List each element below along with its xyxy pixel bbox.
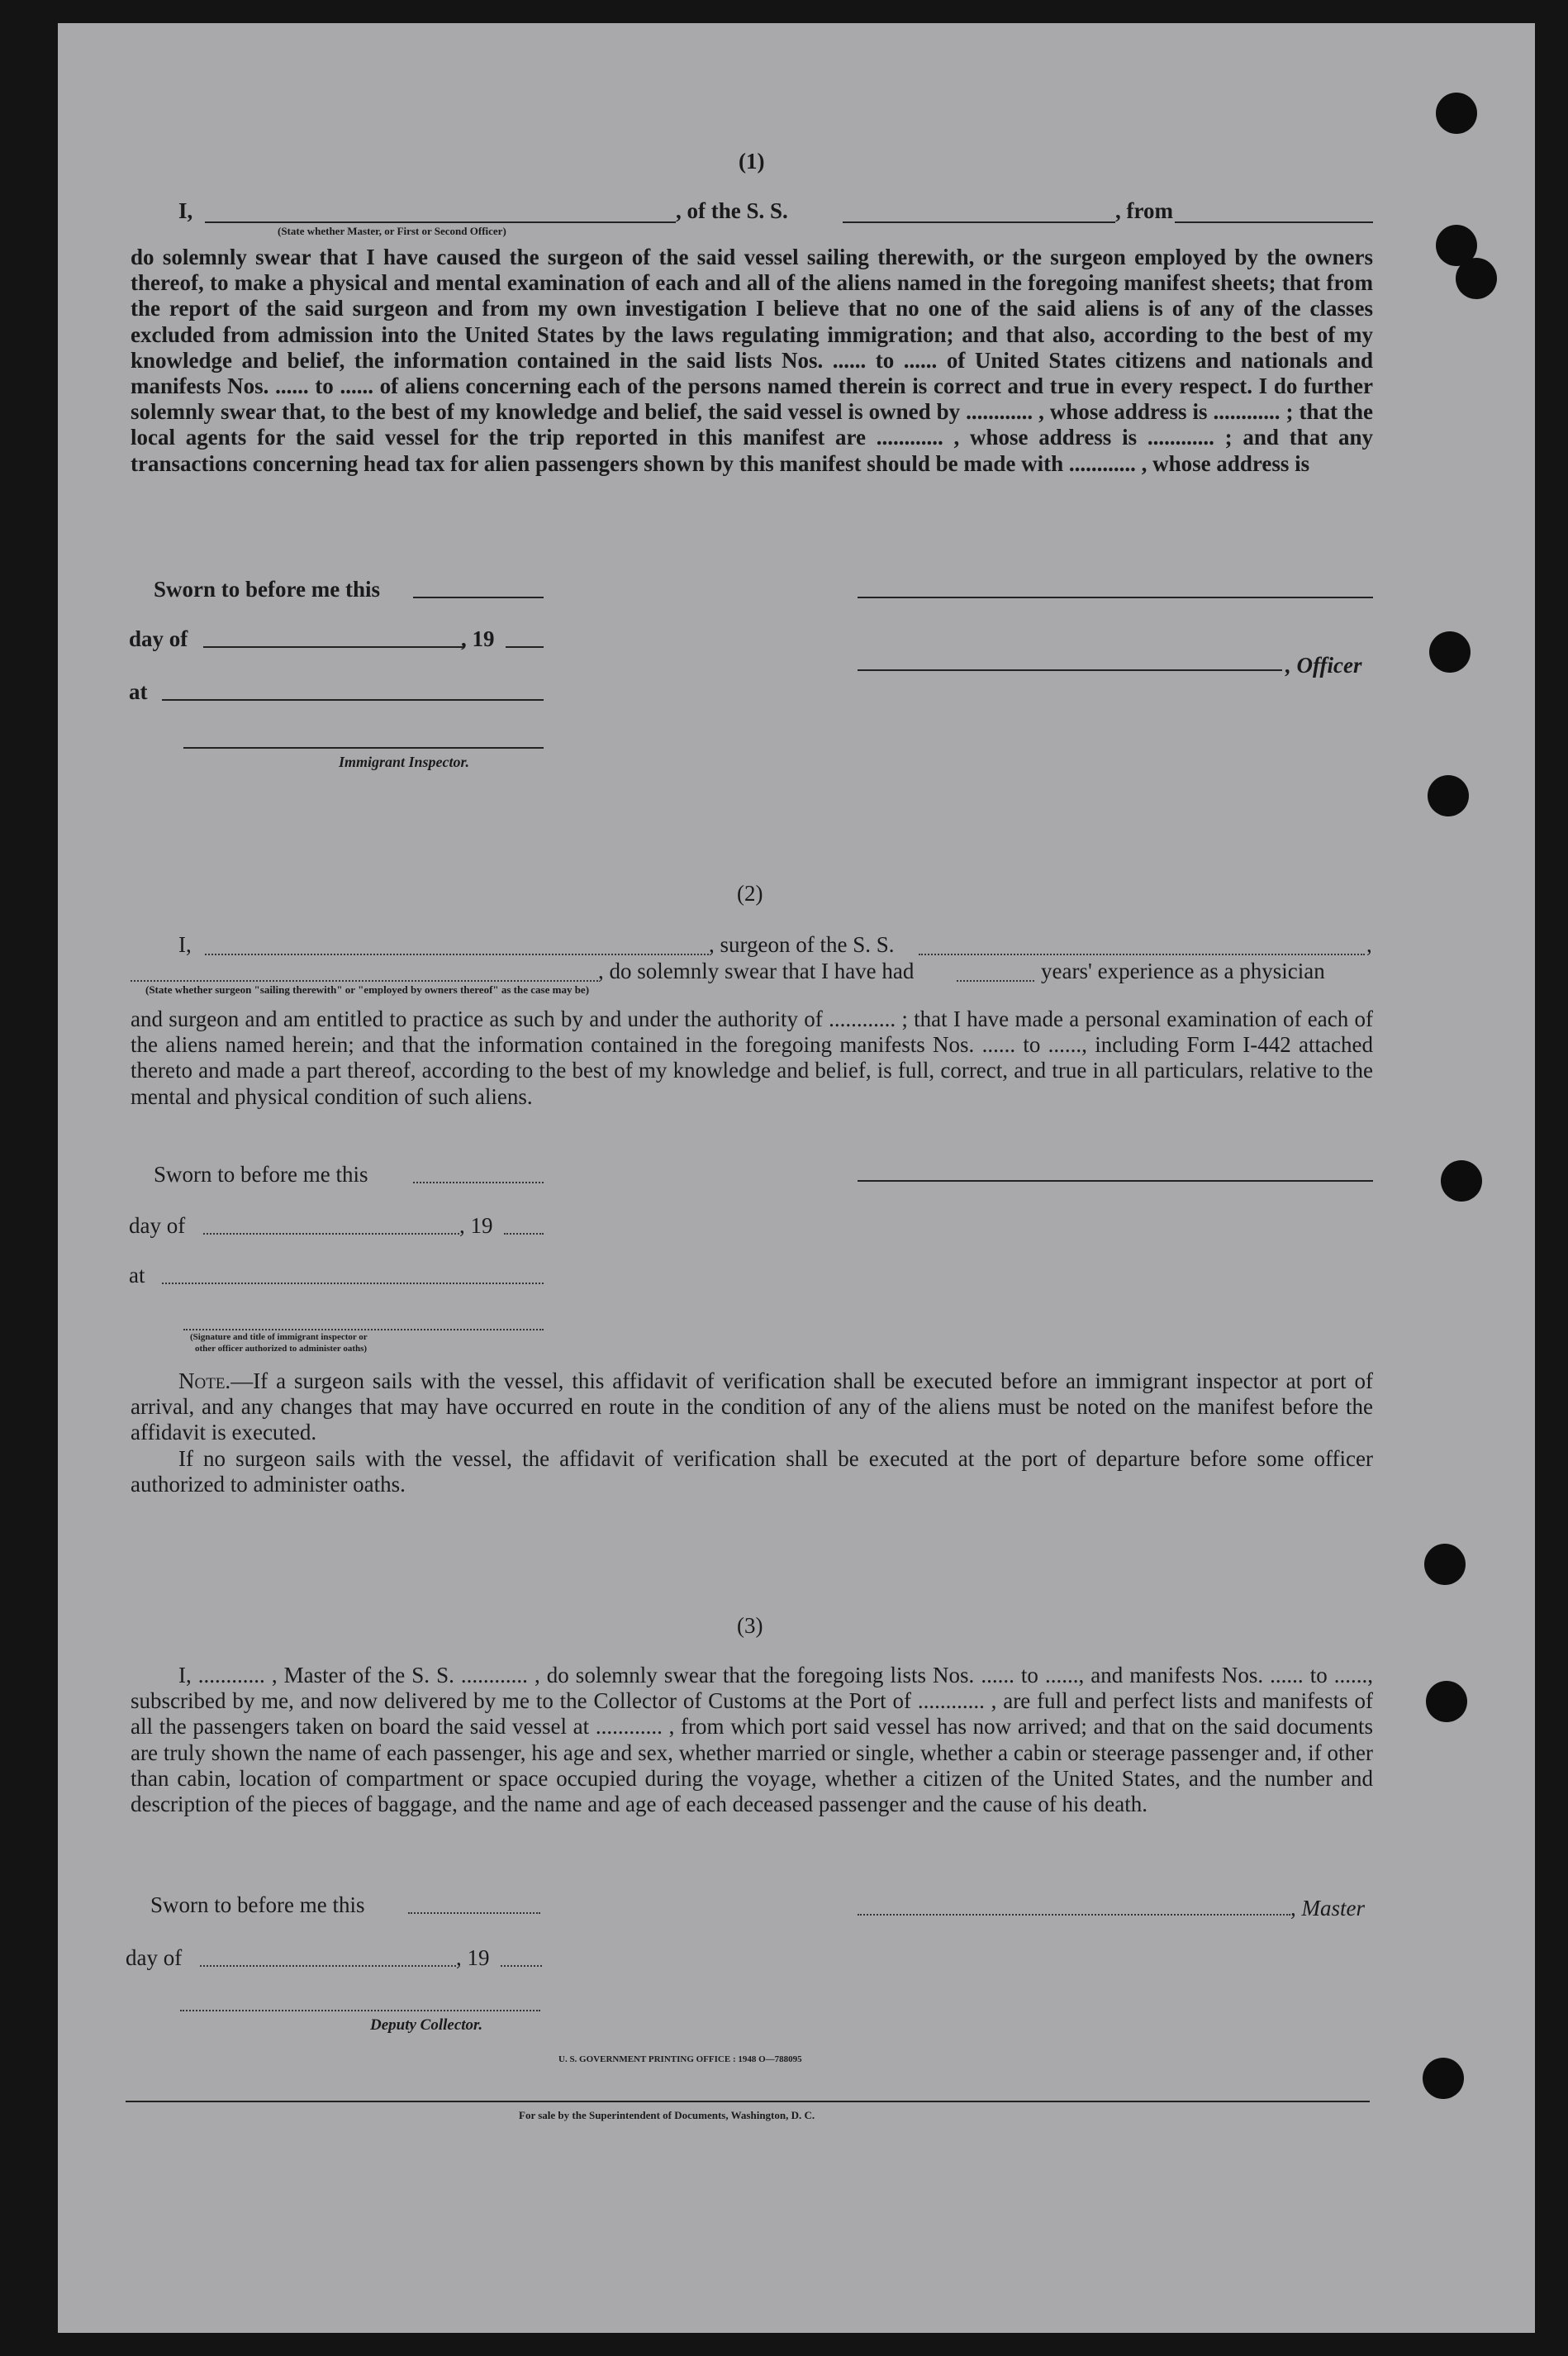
day-of-label-1: day of (129, 626, 188, 651)
oath-start: I, (178, 198, 193, 223)
vessel-line-2 (919, 954, 1365, 955)
at-label-2: at (129, 1263, 145, 1287)
deputy-line (180, 2010, 540, 2011)
trailing-comma: , (1366, 932, 1372, 957)
section-2-body: and surgeon and am entitled to practice as such by and under the authority of ............ ; that I have made a personal examination of each of the aliens named herein; and that the information contained in the foregoing manifests Nos. ...... to ......, including Form I-442 attached thereto and made a part thereof, according to the best of my knowledge and belief, is full, correct, and true in all particulars, relative to the mental and physical condition of such aliens. (131, 1007, 1373, 1109)
sworn-date-line-1 (413, 597, 544, 598)
for-sale-note: For sale by the Superintendent of Documents, Washington, D. C. (519, 2109, 815, 2121)
surgeon-of-label: , surgeon of the S. S. (709, 932, 895, 957)
punch-hole (1436, 93, 1477, 134)
surgeon-type-line (131, 980, 598, 982)
note-label: Note. (178, 1368, 231, 1393)
sworn-date-line-2 (413, 1182, 544, 1183)
punch-hole (1429, 631, 1471, 673)
punch-hole (1456, 258, 1497, 299)
punch-hole (1441, 1160, 1482, 1202)
note-paragraph-2: If no surgeon sails with the vessel, the affidavit of verification shall be executed at the port of departure before some officer authorized to administer oaths. (131, 1446, 1373, 1497)
years-line (957, 980, 1034, 982)
year-line-2 (504, 1233, 544, 1235)
signature-title-line (183, 1329, 544, 1330)
at-line-2 (162, 1283, 544, 1284)
deputy-label: Deputy Collector. (370, 2016, 483, 2034)
punch-hole (1428, 775, 1469, 816)
sworn-date-line-3 (408, 1912, 540, 1914)
inspector-label: Immigrant Inspector. (339, 754, 470, 770)
day-of-line-2 (203, 1233, 459, 1235)
section-3-body: I, ............ , Master of the S. S. ............ , do solemnly swear that the foregoing lists Nos. ...... to ......, and manifests Nos. ...... to ......, subscribed by me, and now delivered by me to the Collector of Customs at the Port of ............ , are full and perfect lists and manifests of all the passengers taken on board the said vessel at ............ , from which port said vessel has now arrived; and that on the said documents are truly shown the name of each passenger, his age and sex, whether married or single, whether a cabin or steerage passenger and, if other than cabin, location of compartment or space occupied during the voyage, whether a citizen of the United States, and the number and description of the pieces of baggage, and the name and age of each deceased passenger and the cause of his death. (131, 1663, 1373, 1817)
sworn-label-1: Sworn to before me this (154, 577, 380, 602)
note-text-1: —If a surgeon sails with the vessel, this affidavit of verification shall be executed before an immigrant inspector at port of arrival, and any changes that may have occurred en route in the condition of any of the aliens must be noted on the manifest before the affidavit is executed. (131, 1368, 1373, 1445)
from-port-line (1175, 221, 1373, 223)
inspector-line (183, 747, 544, 749)
punch-hole (1423, 2058, 1464, 2099)
punch-hole (1424, 1544, 1466, 1585)
officer-line (858, 669, 1282, 671)
footer-rule (126, 2101, 1370, 2102)
swear-label: , do solemnly swear that I have had (598, 959, 915, 983)
section-3-heading: (3) (737, 1613, 763, 1638)
master-name-line (205, 221, 676, 223)
printing-office: U. S. GOVERNMENT PRINTING OFFICE : 1948 O—788095 (558, 2054, 802, 2064)
year-line-3 (501, 1965, 542, 1967)
oath-start-2: I, (178, 932, 192, 957)
section-1-body: do solemnly swear that I have caused the surgeon of the said vessel sailing therewith, or the surgeon employed by the owners thereof, to make a physical and mental examination of each and all of the aliens named in the foregoing manifest sheets; that from the report of the said surgeon and from my own investigation I believe that no one of the said aliens is of any of the classes excluded from admission into the United States by the laws regulating immigration; and that also, according to the best of my knowledge and belief, the information contained in the said lists Nos. ...... to ...... of United States citizens and nationals and manifests Nos. ...... to ...... of aliens concerning each of the persons named therein is correct and true in every respect. I do further solemnly swear that, to the best of my knowledge and belief, the said vessel is owned by ............ , whose address is ............ ; that the local agents for the said vessel for the trip reported in this manifest are ............ , whose address is ............ ; and that any transactions concerning head tax for alien passengers shown by this manifest should be made with ............ , whose address is (131, 245, 1373, 476)
surgeon-name-line (205, 954, 709, 955)
signature-note-2: other officer authorized to administer oaths) (195, 1344, 368, 1354)
at-line-1 (162, 699, 544, 701)
at-label-1: at (129, 679, 148, 704)
of-ss-label: , of the S. S. (676, 198, 788, 223)
year-label-2: , 19 (459, 1213, 493, 1238)
year-label-3: , 19 (456, 1945, 490, 1970)
from-label: , from (1115, 198, 1173, 223)
signature-line-1 (858, 597, 1373, 598)
years-label: years' experience as a physician (1041, 959, 1325, 983)
officer-label: , Officer (1285, 653, 1362, 678)
signature-note-1: (Signature and title of immigrant inspector or (190, 1332, 368, 1342)
section-1-heading: (1) (739, 149, 765, 174)
punch-hole (1426, 1681, 1467, 1722)
surgeon-type-note: (State whether surgeon "sailing therewith" or "employed by owners thereof" as the case may be) (145, 983, 590, 996)
day-of-label-3: day of (126, 1945, 183, 1970)
role-note: (State whether Master, or First or Second Officer) (278, 225, 506, 237)
day-of-label-2: day of (129, 1213, 186, 1238)
signature-line-2 (858, 1180, 1373, 1182)
day-of-line-3 (200, 1965, 456, 1967)
year-label-1: , 19 (461, 626, 495, 651)
year-line-1 (506, 646, 544, 648)
master-signature-line (858, 1914, 1290, 1916)
sworn-label-3: Sworn to before me this (150, 1892, 365, 1917)
note-paragraph (131, 1368, 1373, 1446)
sworn-label-2: Sworn to before me this (154, 1162, 368, 1187)
day-of-line-1 (203, 646, 464, 648)
vessel-name-line (843, 221, 1115, 223)
section-2-heading: (2) (737, 881, 763, 906)
master-label: , Master (1290, 1896, 1365, 1920)
